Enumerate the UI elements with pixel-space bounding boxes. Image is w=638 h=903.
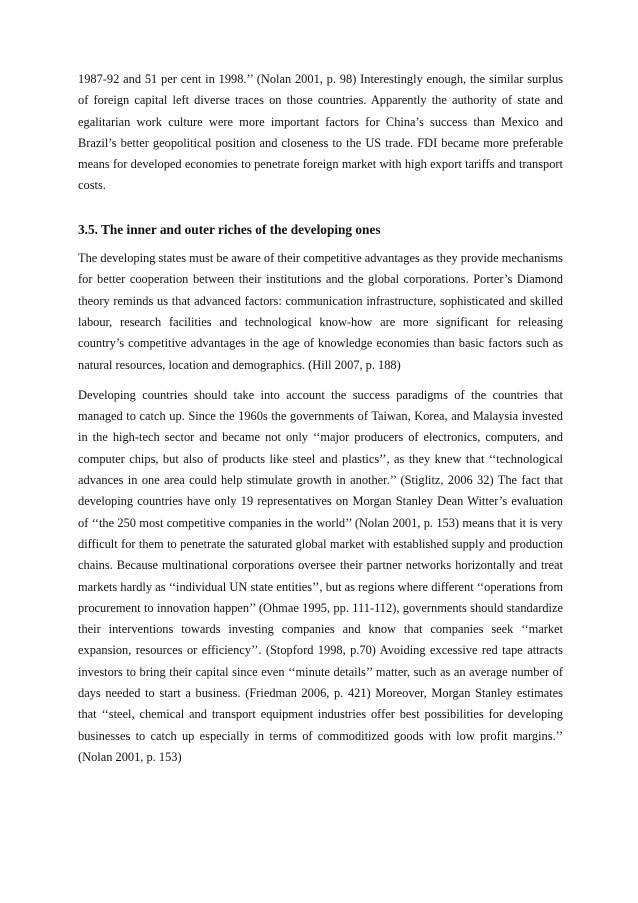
section-heading: 3.5. The inner and outer riches of the developing ones [78, 221, 381, 237]
paragraph-intro: 1987-92 and 51 per cent in 1998.’’ (Nolan 2001, p. 98) Interestingly enough, the similar surplus of foreign capital left diverse traces on those countries. Apparently the authority of state and egalitarian work culture were more important factors for China’s success than Mexico and Brazil’s better geopolitical position and closeness to the US trade. FDI became more preferable means for developed economies to penetrate foreign market with high export tariffs and transport costs. [78, 72, 563, 193]
paragraph-success-paradigms: Developing countries should take into account the success paradigms of the countries that managed to catch up. Since the 1960s the governments of Taiwan, Korea, and Malaysia invested in the high-tech sector and became not only ‘‘major producers of electronics, computers, and computer chips, but also of products like steel and plastics’’, as they knew that ‘‘technological advances in one area could help stimulate growth in another.’’ (Stiglitz, 2006 32) The fact that developing countries have only 19 representatives on Morgan Stanley Dean Witter’s evaluation of ‘‘the 250 most competitive companies in the world’’ (Nolan 2001, p. 153) means that it is very difficult for them to penetrate the saturated global market with established supply and production chains. Because multinational corporations oversee their partner networks horizontally and treat markets hardly as ‘‘individual UN state entities’’, but as regions where different ‘‘operations from procurement to innovation happen’’ (Ohmae 1995, pp. 111-112), governments should standardize their interventions towards investing companies and know that companies seek ‘‘market expansion, resources or efficiency’’. (Stopford 1998, p.70) Avoiding excessive red tape attracts investors to bring their capital since even ‘‘minute details’’ matter, such as an average number of days needed to start a business. (Friedman 2006, p. 421) Moreover, Morgan Stanley estimates that ‘‘steel, chemical and transport equipment industries offer best possibilities for developing businesses to catch up especially in terms of commoditized goods with low profit margins.’’ (Nolan 2001, p. 153) [78, 387, 563, 764]
page-content [78, 69, 563, 777]
paragraph-competitive-advantages: The developing states must be aware of their competitive advantages as they provide mechanisms for better cooperation between their institutions and the global corporations. Porter’s Diamond theory reminds us that advanced factors: communication infrastructure, sophisticated and skilled labour, research facilities and technological know-how are more significant for releasing country’s competitive advantages in the age of knowledge economies than basic factors such as natural resources, location and demographics. (Hill 2007, p. 188) [78, 251, 563, 372]
